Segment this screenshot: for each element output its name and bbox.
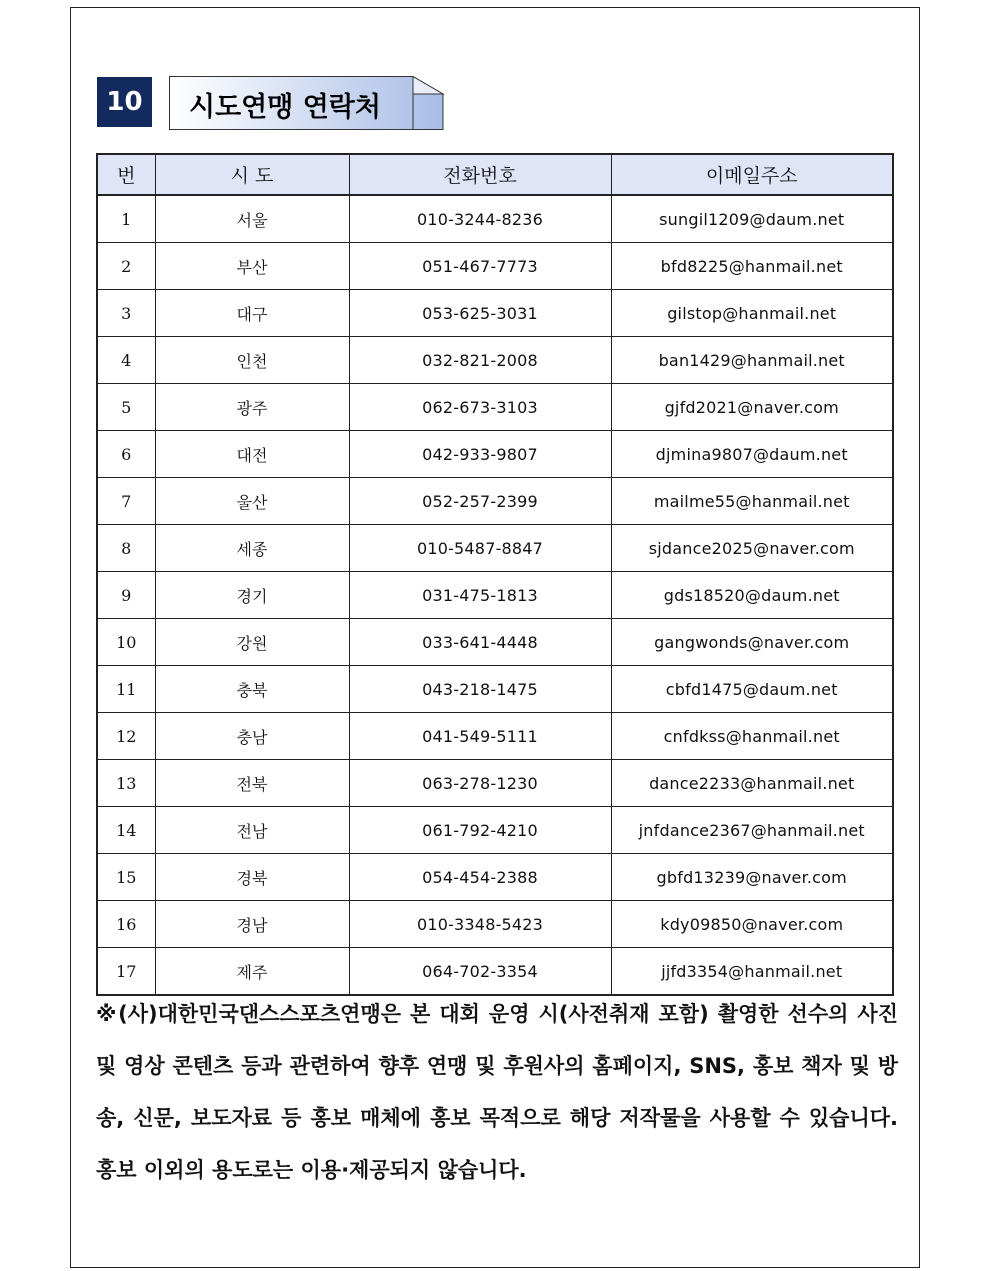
row-phone: 010-3244-8236 bbox=[349, 195, 611, 243]
row-phone: 043-218-1475 bbox=[349, 666, 611, 713]
row-number: 14 bbox=[97, 807, 155, 854]
row-region: 경북 bbox=[155, 854, 349, 901]
table-row bbox=[97, 243, 893, 290]
row-phone: 064-702-3354 bbox=[349, 948, 611, 996]
contacts-table bbox=[96, 153, 894, 996]
row-number: 8 bbox=[97, 525, 155, 572]
row-phone: 051-467-7773 bbox=[349, 243, 611, 290]
row-number: 9 bbox=[97, 572, 155, 619]
row-email: bfd8225@hanmail.net bbox=[611, 243, 893, 290]
row-region: 경기 bbox=[155, 572, 349, 619]
row-phone: 033-641-4448 bbox=[349, 619, 611, 666]
row-phone: 010-5487-8847 bbox=[349, 525, 611, 572]
row-region: 서울 bbox=[155, 195, 349, 243]
row-email: cnfdkss@hanmail.net bbox=[611, 713, 893, 760]
header-number: 번 bbox=[97, 154, 155, 195]
table-row bbox=[97, 384, 893, 431]
table-row bbox=[97, 290, 893, 337]
row-region: 광주 bbox=[155, 384, 349, 431]
table-row bbox=[97, 713, 893, 760]
row-number: 2 bbox=[97, 243, 155, 290]
row-phone: 053-625-3031 bbox=[349, 290, 611, 337]
row-phone: 054-454-2388 bbox=[349, 854, 611, 901]
row-email: gilstop@hanmail.net bbox=[611, 290, 893, 337]
row-number: 13 bbox=[97, 760, 155, 807]
row-number: 17 bbox=[97, 948, 155, 996]
row-email: mailme55@hanmail.net bbox=[611, 478, 893, 525]
row-phone: 010-3348-5423 bbox=[349, 901, 611, 948]
notice-text: ※(사)대한민국댄스스포츠연맹은 본 대회 운영 시(사전취재 포함) 촬영한 선수의 사진 및 영상 콘텐츠 등과 관련하여 향후 연맹 및 후원사의 홈페이지, SNS, 홍보 책자 및 방송, 신문, 보도자료 등 홍보 매체에 홍보 목적으로 해당 저작물을 사용할 수 있습니다. 홍보 이외의 용도로는 이용·제공되지 않습니다. bbox=[96, 1002, 898, 1182]
row-region: 전남 bbox=[155, 807, 349, 854]
row-region: 인천 bbox=[155, 337, 349, 384]
row-number: 7 bbox=[97, 478, 155, 525]
row-email: ban1429@hanmail.net bbox=[611, 337, 893, 384]
row-region: 부산 bbox=[155, 243, 349, 290]
row-number: 16 bbox=[97, 901, 155, 948]
row-region: 강원 bbox=[155, 619, 349, 666]
row-number: 5 bbox=[97, 384, 155, 431]
row-email: cbfd1475@daum.net bbox=[611, 666, 893, 713]
section-title-box bbox=[169, 76, 443, 128]
row-phone: 062-673-3103 bbox=[349, 384, 611, 431]
row-phone: 052-257-2399 bbox=[349, 478, 611, 525]
row-region: 대전 bbox=[155, 431, 349, 478]
row-region: 충북 bbox=[155, 666, 349, 713]
row-phone: 061-792-4210 bbox=[349, 807, 611, 854]
table-row bbox=[97, 807, 893, 854]
row-number: 10 bbox=[97, 619, 155, 666]
row-number: 12 bbox=[97, 713, 155, 760]
row-region: 울산 bbox=[155, 478, 349, 525]
table-row bbox=[97, 431, 893, 478]
row-email: jnfdance2367@hanmail.net bbox=[611, 807, 893, 854]
row-email: jjfd3354@hanmail.net bbox=[611, 948, 893, 996]
row-email: sjdance2025@naver.com bbox=[611, 525, 893, 572]
table-row bbox=[97, 195, 893, 243]
row-region: 경남 bbox=[155, 901, 349, 948]
row-email: gds18520@daum.net bbox=[611, 572, 893, 619]
table-row bbox=[97, 572, 893, 619]
header-phone: 전화번호 bbox=[349, 154, 611, 195]
row-region: 세종 bbox=[155, 525, 349, 572]
row-number: 1 bbox=[97, 195, 155, 243]
row-number: 11 bbox=[97, 666, 155, 713]
row-number: 6 bbox=[97, 431, 155, 478]
row-region: 충남 bbox=[155, 713, 349, 760]
row-email: gangwonds@naver.com bbox=[611, 619, 893, 666]
row-email: djmina9807@daum.net bbox=[611, 431, 893, 478]
row-number: 4 bbox=[97, 337, 155, 384]
row-region: 전북 bbox=[155, 760, 349, 807]
row-email: gjfd2021@naver.com bbox=[611, 384, 893, 431]
table-row bbox=[97, 525, 893, 572]
section-title: 시도연맹 연락처 bbox=[189, 92, 381, 123]
row-phone: 063-278-1230 bbox=[349, 760, 611, 807]
table-row bbox=[97, 760, 893, 807]
table-row bbox=[97, 666, 893, 713]
row-phone: 032-821-2008 bbox=[349, 337, 611, 384]
row-number: 3 bbox=[97, 290, 155, 337]
header-region: 시 도 bbox=[155, 154, 349, 195]
table-row bbox=[97, 478, 893, 525]
row-phone: 041-549-5111 bbox=[349, 713, 611, 760]
table-row bbox=[97, 854, 893, 901]
table-row bbox=[97, 619, 893, 666]
row-email: kdy09850@naver.com bbox=[611, 901, 893, 948]
table-row bbox=[97, 337, 893, 384]
table-row bbox=[97, 901, 893, 948]
table-header-row bbox=[97, 154, 893, 195]
section-number: 10 bbox=[97, 77, 152, 127]
row-number: 15 bbox=[97, 854, 155, 901]
row-email: gbfd13239@naver.com bbox=[611, 854, 893, 901]
row-region: 제주 bbox=[155, 948, 349, 996]
row-email: dance2233@hanmail.net bbox=[611, 760, 893, 807]
header-email: 이메일주소 bbox=[611, 154, 893, 195]
row-email: sungil1209@daum.net bbox=[611, 195, 893, 243]
row-phone: 031-475-1813 bbox=[349, 572, 611, 619]
row-phone: 042-933-9807 bbox=[349, 431, 611, 478]
row-region: 대구 bbox=[155, 290, 349, 337]
